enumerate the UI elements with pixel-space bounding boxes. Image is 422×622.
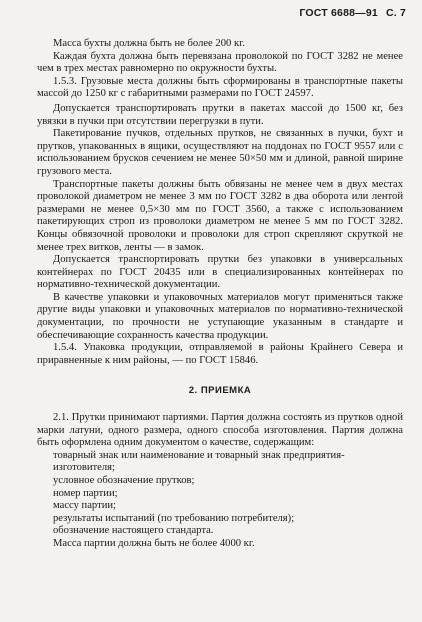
paragraph: 1.5.4. Упаковка продукции, отправляемой в районы Крайнего Севера и приравненные к ним районы, — по ГОСТ 15846. (37, 342, 403, 366)
list-item: обозначение настоящего стандарта. (53, 525, 214, 537)
list-item: товарный знак или наименование и товарный знак предприятия-изготовителя; (53, 449, 345, 474)
paragraph: 1.5.3. Грузовые места должны быть сформированы в транспортные пакеты массой до 1250 кг с габаритными размерами по ГОСТ 24597. (37, 75, 403, 100)
section-title: 2. ПРИЕМКА (188, 385, 252, 397)
list-item: массу партии; (53, 500, 116, 512)
list-item: результаты испытаний (по требованию потребителя); (53, 512, 295, 524)
paragraph: Допускается транспортировать прутки без упаковки в универсальных контейнерах по ГОСТ 20435 или в специализированных контейнерах по нормативно-технической документации. (37, 254, 403, 291)
page-content (37, 38, 403, 551)
paragraph: Каждая бухта должна быть перевязана проволокой по ГОСТ 3282 не менее чем в трех местах равномерно по окружности бухты. (37, 50, 403, 75)
paragraph: Масса бухты должна быть не более 200 кг. (53, 38, 245, 49)
closing-paragraph: Масса партии должна быть не более 4000 кг. (53, 537, 255, 549)
section-intro: 2.1. Прутки принимают партиями. Партия должна состоять из прутков одной марки латуни, одного размера, одного способа изготовления. Партия должна быть оформлена одним документом о качестве, содержащим: (37, 412, 403, 449)
paragraph: Транспортные пакеты должны быть обвязаны не менее чем в двух местах проволокой диаметром не менее 3 мм по ГОСТ 3282 в два оборота или лентой размерами не менее 0,5×30 мм по ГОСТ 3560, а также с использованием пакетирующих строп из проволоки диаметром не менее 5 мм по ГОСТ 3282. Концы обвязочной проволоки и проволоки для строп скрепляют скруткой не менее трех витков, ленты — в замок. (37, 178, 403, 253)
list-item: условное обозначение прутков; (53, 475, 195, 486)
paragraph: В качестве упаковки и упаковочных материалов могут применяться также другие виды упаковки и упаковочных материалов по нормативно-технической документации, по прочности не уступающие указанным в стандарте и обеспечивающие сохранность качества продукции. (37, 291, 403, 341)
standard-number: ГОСТ 6688—91 (299, 7, 378, 19)
page-number: С. 7 (385, 7, 406, 19)
page-header (299, 7, 406, 19)
paragraph: Допускается транспортировать прутки в пакетах массой до 1500 кг, без увязки в пучки при отсутствии перегрузки в пути. (37, 102, 403, 127)
paragraph: Пакетирование пучков, отдельных прутков, не связанных в пучки, бухт и прутков, упакованных в ящики, осуществляют на поддонах по ГОСТ 9557 или с использованием брусков сечением не менее 50×50 мм и длиной, равной ширине грузового места. (37, 128, 403, 177)
list-item: номер партии; (53, 487, 118, 499)
